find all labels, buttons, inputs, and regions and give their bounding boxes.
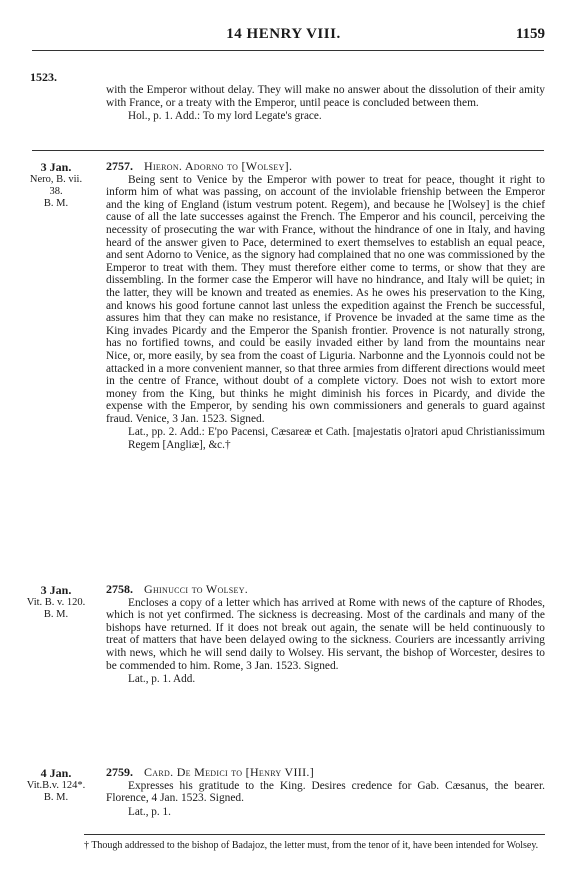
footnote-rule <box>84 834 545 835</box>
entry-title: Ghinucci to Wolsey. <box>144 582 249 596</box>
entry-source-line: Vit. B. v. 120. <box>26 597 86 608</box>
entry-heading <box>106 766 545 779</box>
page-header <box>0 26 567 46</box>
entry-date: 3 Jan. <box>40 160 72 174</box>
page-number: 1159 <box>515 26 545 42</box>
entry-2759 <box>106 766 545 818</box>
entry-margin-2757 <box>14 160 98 210</box>
continuation-block <box>106 84 545 123</box>
entry-margin-2759 <box>14 766 98 804</box>
entry-meta: Lat., pp. 2. Add.: E'po Pacensi, Cæsareæ et Cath. [majestatis o]ratori apud Christianissimum Regem [Angliæ], &c.† <box>128 426 545 452</box>
year-label: 1523. <box>30 70 57 84</box>
entry-source-line: 38. <box>49 186 63 197</box>
entry-number: 2758. <box>106 582 133 596</box>
entry-2757 <box>106 160 545 452</box>
entry-meta: Lat., p. 1. Add. <box>128 673 196 686</box>
entry-date: 3 Jan. <box>40 583 72 597</box>
continuation-text: with the Emperor without delay. They will make no answer about the dissolution of their amity with France, or a treaty with the Emperor, until peace is concluded between them. <box>106 84 545 109</box>
entry-text: Expresses his gratitude to the King. Desires credence for Gab. Cæsanus, the bearer. Florence, 4 Jan. 1523. Signed. <box>106 779 545 805</box>
running-title: 14 HENRY VIII. <box>226 26 341 42</box>
entry-date: 4 Jan. <box>40 766 72 780</box>
entry-source-line: Vit.B.v. 124*. <box>26 780 86 791</box>
section-rule <box>32 150 544 151</box>
entry-heading <box>106 583 545 596</box>
continuation-meta: Hol., p. 1. Add.: To my lord Legate's grace. <box>128 110 322 123</box>
entry-text: Encloses a copy of a letter which has arrived at Rome with news of the capture of Rhodes, which is not yet confirmed. The sickness is decreasing. Most of the cardinals and many of the bishops have returned. If it does not break out again, the senate will be held continuously to treat of matters that have been delayed owing to the sickness. Couriers are incessantly arriving with news, which he will send daily to Wolsey. His servant, the bishop of Worcester, desires to be commended to him. Rome, 3 Jan. 1523. Signed. <box>106 596 545 672</box>
entry-title: Hieron. Adorno to [Wolsey]. <box>144 159 293 173</box>
entry-2758 <box>106 583 545 686</box>
entry-source-line: B. M. <box>43 609 69 620</box>
entry-text: Being sent to Venice by the Emperor with power to treat for peace, thought it right to inform him of what was passing, on account of the inviolable frienship between the Emperor and the king of England (istum vestrum potent. Regem), and because he [Wolsey] is the chief cause of all the late successes against the French. The Emperor and his council, perceiving the necessity of prosecuting the war with France, without the hindrance of one in Italy, and having heard of the answer given to Pace, determined to exert themselves to establish an equal peace, and sent Adorno to Venice, as the signory had complained that no one was commissioned by the Emperor to treat with them. They must therefore either come to terms, or show that they are dissembling. In the former case the Emperor will have no hindrance, and Italy will be quiet; in the latter, they will be known and treated as enemies. As he owes his preservation to the King, and knows his good fortune cannot last unless the expedition against the French be successful, assures him that they can make no resistance, if Provence be invaded at the same time as the King invades Picardy and the Emperor the Spanish frontier. Provence is not naturally strong, has no fortified towns, and could be easily invaded either by land from the mountains near Nice, or, more easily, by sea from the coast of Liguria. Narbonne and the Lyonnois could not be attacked in a more convenient manner, so that three armies from different directions would meet in the centre of France, without doubt of a complete victory. Does not wish to extort more money from the King, but thinks he might diminish his forces in Picardy, and divide the expense with the Emperor, by sending his own commissioners and generals to guard against fraud. Venice, 3 Jan. 1523. Signed. <box>106 173 545 425</box>
footnote: † Though addressed to the bishop of Badajoz, the letter must, from the tenor of it, have been intended for Wolsey. <box>84 840 539 851</box>
entry-heading <box>106 160 545 173</box>
entry-source-line: B. M. <box>43 792 69 803</box>
entry-source-line: Nero, B. vii. <box>29 174 83 185</box>
entry-source-line: B. M. <box>43 198 69 209</box>
entry-number: 2757. <box>106 159 133 173</box>
entry-title: Card. De Medici to [Henry VIII.] <box>144 765 314 779</box>
entry-number: 2759. <box>106 765 133 779</box>
header-rule <box>32 50 544 51</box>
entry-meta: Lat., p. 1. <box>128 805 171 818</box>
entry-margin-2758 <box>14 583 98 621</box>
